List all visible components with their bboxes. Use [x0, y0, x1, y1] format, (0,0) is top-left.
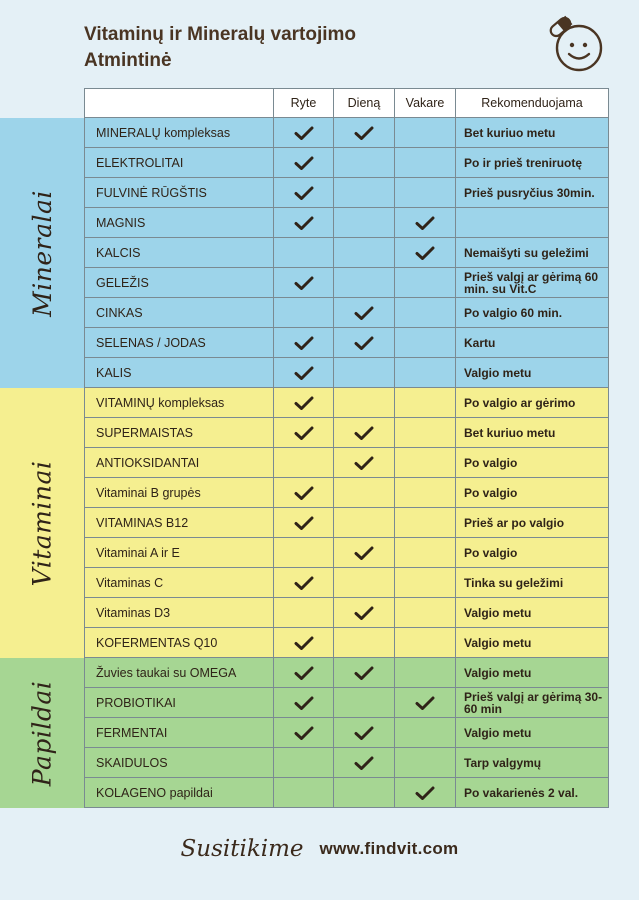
row-recommendation: Valgio metu [455, 598, 609, 627]
table-row [84, 298, 609, 328]
row-recommendation: Bet kuriuo metu [455, 118, 609, 147]
header-vakare: Vakare [394, 89, 455, 117]
row-name: FERMENTAI [84, 718, 273, 747]
row-recommendation: Prieš valgį ar gėrimą 60 min. su Vit.C [455, 268, 609, 297]
table-row [84, 688, 609, 718]
section-label-text: Mineralai [27, 189, 57, 317]
section-label-papildai [0, 658, 84, 808]
cell-diena [333, 538, 394, 567]
cell-ryte [273, 568, 333, 597]
cell-diena [333, 148, 394, 177]
cell-vakare [394, 178, 455, 207]
cell-vakare [394, 778, 455, 807]
cell-vakare [394, 448, 455, 477]
row-name: FULVINĖ RŪGŠTIS [84, 178, 273, 207]
cell-ryte [273, 298, 333, 327]
cell-vakare [394, 118, 455, 147]
cell-diena [333, 778, 394, 807]
row-name: VITAMINAS B12 [84, 508, 273, 537]
cell-ryte [273, 358, 333, 387]
cell-ryte [273, 448, 333, 477]
cell-vakare [394, 598, 455, 627]
row-name: SUPERMAISTAS [84, 418, 273, 447]
table-row [84, 658, 609, 688]
cell-diena [333, 298, 394, 327]
table-row [84, 538, 609, 568]
schedule-table [84, 88, 609, 808]
checkmark-icon [415, 786, 435, 800]
checkmark-icon [294, 696, 314, 710]
table-row [84, 508, 609, 538]
cell-ryte [273, 598, 333, 627]
table-row [84, 748, 609, 778]
row-name: Žuvies taukai su OMEGA [84, 658, 273, 687]
cell-ryte [273, 628, 333, 657]
cell-diena [333, 598, 394, 627]
cell-vakare [394, 508, 455, 537]
section-label-vitaminai [0, 388, 84, 658]
row-name: KALCIS [84, 238, 273, 267]
row-recommendation: Prieš ar po valgio [455, 508, 609, 537]
row-recommendation: Po ir prieš treniruotę [455, 148, 609, 177]
row-recommendation: Po valgio ar gėrimo [455, 388, 609, 417]
row-name: SELENAS / JODAS [84, 328, 273, 357]
cell-vakare [394, 268, 455, 297]
row-name: Vitaminai B grupės [84, 478, 273, 507]
cell-vakare [394, 718, 455, 747]
row-name: Vitaminas C [84, 568, 273, 597]
checkmark-icon [294, 156, 314, 170]
checkmark-icon [294, 516, 314, 530]
cell-vakare [394, 748, 455, 777]
row-recommendation: Po valgio [455, 478, 609, 507]
cell-vakare [394, 328, 455, 357]
checkmark-icon [354, 606, 374, 620]
table-row [84, 778, 609, 808]
cell-diena [333, 208, 394, 237]
smiley-pill-logo-icon [548, 14, 604, 74]
title-line-2: Atmintinė [84, 50, 172, 71]
row-name: SKAIDULOS [84, 748, 273, 777]
checkmark-icon [294, 126, 314, 140]
row-recommendation: Po valgio 60 min. [455, 298, 609, 327]
checkmark-icon [415, 696, 435, 710]
checkmark-icon [354, 726, 374, 740]
cell-diena [333, 568, 394, 597]
table-row [84, 208, 609, 238]
section-label-text: Vitaminai [27, 460, 57, 586]
checkmark-icon [294, 276, 314, 290]
footer-url-link[interactable]: www.findvit.com [319, 839, 459, 858]
row-recommendation: Prieš pusryčius 30min. [455, 178, 609, 207]
row-name: KOFERMENTAS Q10 [84, 628, 273, 657]
cell-ryte [273, 148, 333, 177]
cell-ryte [273, 688, 333, 717]
cell-diena [333, 748, 394, 777]
cell-vakare [394, 298, 455, 327]
row-recommendation: Valgio metu [455, 628, 609, 657]
checkmark-icon [294, 666, 314, 680]
cell-vakare [394, 478, 455, 507]
cell-vakare [394, 238, 455, 267]
checkmark-icon [354, 666, 374, 680]
cell-vakare [394, 658, 455, 687]
page-title [84, 22, 356, 74]
cell-ryte [273, 418, 333, 447]
checkmark-icon [294, 366, 314, 380]
section-label-text: Papildai [27, 680, 57, 786]
checkmark-icon [354, 306, 374, 320]
cell-diena [333, 688, 394, 717]
table-row [84, 118, 609, 148]
row-recommendation [455, 208, 609, 237]
table-row [84, 418, 609, 448]
checkmark-icon [294, 336, 314, 350]
row-recommendation: Tinka su geležimi [455, 568, 609, 597]
table-body [84, 118, 609, 808]
cell-vakare [394, 418, 455, 447]
row-recommendation: Po valgio [455, 448, 609, 477]
row-recommendation: Tarp valgymų [455, 748, 609, 777]
footer-script-text: Susitikime [180, 836, 304, 862]
cell-vakare [394, 358, 455, 387]
cell-diena [333, 418, 394, 447]
row-recommendation: Kartu [455, 328, 609, 357]
cell-vakare [394, 208, 455, 237]
checkmark-icon [294, 216, 314, 230]
table-row [84, 328, 609, 358]
row-recommendation: Valgio metu [455, 718, 609, 747]
row-name: KOLAGENO papildai [84, 778, 273, 807]
cell-ryte [273, 748, 333, 777]
section-label-mineralai [0, 118, 84, 388]
row-name: MAGNIS [84, 208, 273, 237]
row-name: VITAMINŲ kompleksas [84, 388, 273, 417]
row-name: PROBIOTIKAI [84, 688, 273, 717]
table-row [84, 358, 609, 388]
cell-diena [333, 658, 394, 687]
table-row [84, 178, 609, 208]
cell-ryte [273, 238, 333, 267]
checkmark-icon [294, 726, 314, 740]
cell-ryte [273, 718, 333, 747]
footer [0, 836, 639, 862]
cell-ryte [273, 178, 333, 207]
cell-ryte [273, 388, 333, 417]
row-name: CINKAS [84, 298, 273, 327]
cell-ryte [273, 778, 333, 807]
table-row [84, 448, 609, 478]
checkmark-icon [354, 336, 374, 350]
cell-ryte [273, 538, 333, 567]
cell-diena [333, 118, 394, 147]
table-row [84, 268, 609, 298]
cell-diena [333, 448, 394, 477]
cell-vakare [394, 628, 455, 657]
cell-diena [333, 628, 394, 657]
table-row [84, 628, 609, 658]
title-line-1: Vitaminų ir Mineralų vartojimo [84, 24, 357, 45]
checkmark-icon [294, 426, 314, 440]
cell-diena [333, 478, 394, 507]
checkmark-icon [294, 576, 314, 590]
cell-ryte [273, 508, 333, 537]
cell-diena [333, 328, 394, 357]
cell-diena [333, 718, 394, 747]
row-name: MINERALŲ kompleksas [84, 118, 273, 147]
table-row [84, 148, 609, 178]
row-name: ELEKTROLITAI [84, 148, 273, 177]
checkmark-icon [294, 186, 314, 200]
header-rekomenduojama: Rekomenduojama [455, 89, 609, 117]
row-recommendation: Nemaišyti su geležimi [455, 238, 609, 267]
checkmark-icon [294, 396, 314, 410]
row-recommendation: Prieš valgį ar gėrimą 30-60 min [455, 688, 609, 717]
table-row [84, 568, 609, 598]
header-diena: Dieną [333, 89, 394, 117]
row-recommendation: Po valgio [455, 538, 609, 567]
row-recommendation: Po vakarienės 2 val. [455, 778, 609, 807]
table-row [84, 388, 609, 418]
header-ryte: Ryte [273, 89, 333, 117]
cell-diena [333, 508, 394, 537]
row-recommendation: Valgio metu [455, 358, 609, 387]
row-name: KALIS [84, 358, 273, 387]
cell-ryte [273, 328, 333, 357]
cell-vakare [394, 568, 455, 597]
table-row [84, 478, 609, 508]
checkmark-icon [415, 216, 435, 230]
table-row [84, 238, 609, 268]
cell-ryte [273, 208, 333, 237]
table-row [84, 718, 609, 748]
cell-vakare [394, 688, 455, 717]
checkmark-icon [294, 486, 314, 500]
checkmark-icon [415, 246, 435, 260]
cell-ryte [273, 268, 333, 297]
cell-diena [333, 178, 394, 207]
table-header-row [84, 88, 609, 118]
cell-diena [333, 388, 394, 417]
row-name: Vitaminai A ir E [84, 538, 273, 567]
cell-ryte [273, 118, 333, 147]
checkmark-icon [354, 756, 374, 770]
row-name: ANTIOKSIDANTAI [84, 448, 273, 477]
row-recommendation: Valgio metu [455, 658, 609, 687]
cell-vakare [394, 388, 455, 417]
row-recommendation: Bet kuriuo metu [455, 418, 609, 447]
checkmark-icon [354, 546, 374, 560]
cell-diena [333, 358, 394, 387]
checkmark-icon [354, 456, 374, 470]
row-name: Vitaminas D3 [84, 598, 273, 627]
cell-vakare [394, 538, 455, 567]
cell-diena [333, 268, 394, 297]
header-name [84, 89, 273, 117]
table-row [84, 598, 609, 628]
checkmark-icon [354, 126, 374, 140]
cell-ryte [273, 658, 333, 687]
row-name: GELEŽIS [84, 268, 273, 297]
cell-ryte [273, 478, 333, 507]
cell-vakare [394, 148, 455, 177]
cell-diena [333, 238, 394, 267]
checkmark-icon [294, 636, 314, 650]
checkmark-icon [354, 426, 374, 440]
